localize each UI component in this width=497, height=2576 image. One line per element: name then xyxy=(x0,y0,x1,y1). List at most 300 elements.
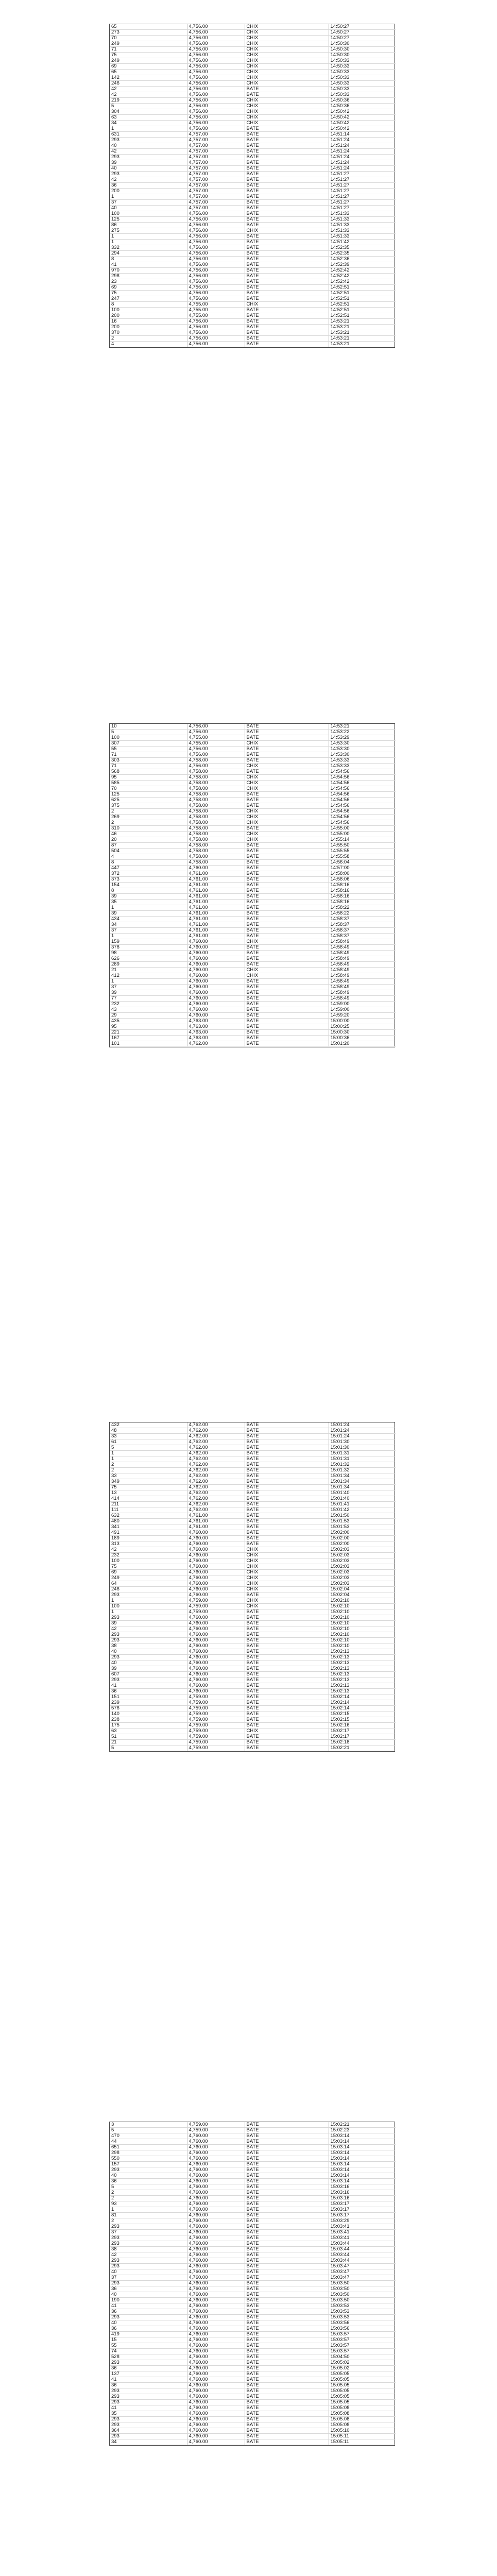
table-row xyxy=(110,262,396,268)
table-row xyxy=(110,138,396,143)
time-cell: 14:54:56 xyxy=(329,820,396,826)
quantity-cell: 41 xyxy=(110,1683,187,1689)
table-row xyxy=(110,735,396,741)
table-row xyxy=(110,985,396,990)
table-row xyxy=(110,1694,396,1700)
venue-cell: BATE xyxy=(245,894,329,900)
time-cell: 14:58:49 xyxy=(329,939,396,945)
price-cell: 4,762.00 xyxy=(187,1456,245,1462)
quantity-cell: 44 xyxy=(110,2139,187,2145)
price-cell: 4,756.00 xyxy=(187,251,245,257)
price-cell: 4,760.00 xyxy=(187,1007,245,1013)
venue-cell: BATE xyxy=(245,747,329,752)
time-cell: 14:59:20 xyxy=(329,1013,396,1019)
quantity-cell: 100 xyxy=(110,1558,187,1564)
venue-cell: BATE xyxy=(245,2428,329,2434)
quantity-cell: 40 xyxy=(110,2173,187,2179)
time-cell: 15:02:13 xyxy=(329,1655,396,1660)
time-cell: 14:59:00 xyxy=(329,1007,396,1013)
table-row xyxy=(110,2309,396,2315)
price-cell: 4,762.00 xyxy=(187,1422,245,1428)
venue-cell: BATE xyxy=(245,285,329,291)
quantity-cell: 63 xyxy=(110,1728,187,1734)
venue-cell: BATE xyxy=(245,325,329,330)
venue-cell: BATE xyxy=(245,2320,329,2326)
price-cell: 4,762.00 xyxy=(187,1502,245,1507)
quantity-cell: 75 xyxy=(110,1485,187,1490)
quantity-cell: 93 xyxy=(110,2201,187,2207)
table-row xyxy=(110,1445,396,1451)
quantity-cell: 36 xyxy=(110,2286,187,2292)
price-cell: 4,759.00 xyxy=(187,1728,245,1734)
price-cell: 4,760.00 xyxy=(187,2252,245,2258)
price-cell: 4,756.00 xyxy=(187,319,245,325)
price-cell: 4,756.00 xyxy=(187,291,245,296)
time-cell: 15:03:14 xyxy=(329,2156,396,2162)
venue-cell: BATE xyxy=(245,308,329,313)
table-row xyxy=(110,1643,396,1649)
table-row xyxy=(110,2133,396,2139)
venue-cell: CHIX xyxy=(245,98,329,104)
venue-cell: BATE xyxy=(245,2275,329,2281)
table-row xyxy=(110,786,396,792)
time-cell: 14:58:37 xyxy=(329,917,396,922)
quantity-cell: 40 xyxy=(110,1649,187,1655)
table-row xyxy=(110,1615,396,1621)
price-cell: 4,758.00 xyxy=(187,815,245,820)
time-cell: 15:02:04 xyxy=(329,1592,396,1598)
table-row xyxy=(110,223,396,228)
quantity-cell: 1 xyxy=(110,1609,187,1615)
time-cell: 14:55:00 xyxy=(329,826,396,832)
price-cell: 4,756.00 xyxy=(187,257,245,262)
time-cell: 15:01:41 xyxy=(329,1502,396,1507)
price-cell: 4,760.00 xyxy=(187,956,245,962)
time-cell: 14:51:33 xyxy=(329,228,396,234)
price-cell: 4,760.00 xyxy=(187,1002,245,1007)
venue-cell: BATE xyxy=(245,1740,329,1745)
quantity-cell: 63 xyxy=(110,115,187,121)
time-cell: 15:01:40 xyxy=(329,1490,396,1496)
price-cell: 4,763.00 xyxy=(187,1019,245,1024)
price-cell: 4,761.00 xyxy=(187,871,245,877)
table-row xyxy=(110,2122,396,2128)
quantity-cell: 46 xyxy=(110,832,187,837)
time-cell: 14:50:42 xyxy=(329,126,396,132)
quantity-cell: 293 xyxy=(110,2258,187,2264)
time-cell: 15:03:50 xyxy=(329,2292,396,2298)
venue-cell: BATE xyxy=(245,1694,329,1700)
time-cell: 15:01:34 xyxy=(329,1485,396,1490)
venue-cell: BATE xyxy=(245,2439,329,2445)
quantity-cell: 504 xyxy=(110,849,187,854)
table-row xyxy=(110,1007,396,1013)
price-cell: 4,760.00 xyxy=(187,2218,245,2224)
venue-cell: BATE xyxy=(245,2201,329,2207)
table-row xyxy=(110,2128,396,2133)
time-cell: 15:03:16 xyxy=(329,2184,396,2190)
table-row xyxy=(110,730,396,735)
price-cell: 4,758.00 xyxy=(187,786,245,792)
venue-cell: BATE xyxy=(245,2122,329,2128)
price-cell: 4,756.00 xyxy=(187,30,245,36)
time-cell: 15:02:03 xyxy=(329,1547,396,1553)
price-cell: 4,756.00 xyxy=(187,104,245,109)
venue-cell: BATE xyxy=(245,883,329,888)
venue-cell: BATE xyxy=(245,1024,329,1030)
time-cell: 14:53:33 xyxy=(329,764,396,769)
quantity-cell: 140 xyxy=(110,1711,187,1717)
table-row xyxy=(110,1485,396,1490)
table-row xyxy=(110,2428,396,2434)
time-cell: 14:52:51 xyxy=(329,313,396,319)
time-cell: 14:55:55 xyxy=(329,849,396,854)
venue-cell: BATE xyxy=(245,2388,329,2394)
quantity-cell: 1 xyxy=(110,240,187,245)
price-cell: 4,760.00 xyxy=(187,2428,245,2434)
table-row xyxy=(110,30,396,36)
time-cell: 14:50:30 xyxy=(329,47,396,53)
price-cell: 4,760.00 xyxy=(187,2190,245,2196)
time-cell: 15:05:11 xyxy=(329,2434,396,2439)
table-row xyxy=(110,1649,396,1655)
table-row xyxy=(110,1632,396,1638)
time-cell: 15:04:50 xyxy=(329,2354,396,2360)
time-cell: 15:03:57 xyxy=(329,2337,396,2343)
venue-cell: BATE xyxy=(245,2252,329,2258)
price-cell: 4,759.00 xyxy=(187,1711,245,1717)
table-row xyxy=(110,75,396,81)
quantity-cell: 39 xyxy=(110,1666,187,1672)
price-cell: 4,759.00 xyxy=(187,1717,245,1723)
table-row xyxy=(110,1728,396,1734)
price-cell: 4,758.00 xyxy=(187,798,245,803)
venue-cell: BATE xyxy=(245,979,329,985)
quantity-cell: 375 xyxy=(110,803,187,809)
price-cell: 4,760.00 xyxy=(187,2360,245,2366)
time-cell: 15:02:10 xyxy=(329,1604,396,1609)
time-cell: 14:51:27 xyxy=(329,189,396,194)
venue-cell: BATE xyxy=(245,2258,329,2264)
quantity-cell: 293 xyxy=(110,2360,187,2366)
quantity-cell: 40 xyxy=(110,143,187,149)
table-row xyxy=(110,2207,396,2213)
price-cell: 4,760.00 xyxy=(187,979,245,985)
quantity-cell: 34 xyxy=(110,922,187,928)
venue-cell: BATE xyxy=(245,2207,329,2213)
time-cell: 14:51:27 xyxy=(329,183,396,189)
price-cell: 4,760.00 xyxy=(187,2258,245,2264)
venue-cell: BATE xyxy=(245,2349,329,2354)
time-cell: 14:51:24 xyxy=(329,138,396,143)
quantity-cell: 10 xyxy=(110,724,187,730)
quantity-cell: 1 xyxy=(110,934,187,939)
venue-cell: BATE xyxy=(245,2230,329,2235)
price-cell: 4,757.00 xyxy=(187,200,245,206)
time-cell: 14:59:00 xyxy=(329,1002,396,1007)
venue-cell: BATE xyxy=(245,1428,329,1434)
time-cell: 15:03:41 xyxy=(329,2224,396,2230)
quantity-cell: 293 xyxy=(110,2434,187,2439)
time-cell: 15:03:53 xyxy=(329,2303,396,2309)
price-cell: 4,760.00 xyxy=(187,2241,245,2247)
table-row xyxy=(110,1513,396,1519)
time-cell: 15:03:50 xyxy=(329,2286,396,2292)
price-cell: 4,760.00 xyxy=(187,1541,245,1547)
price-cell: 4,760.00 xyxy=(187,2139,245,2145)
price-cell: 4,759.00 xyxy=(187,1723,245,1728)
time-cell: 14:51:27 xyxy=(329,206,396,211)
venue-cell: CHIX xyxy=(245,70,329,75)
venue-cell: BATE xyxy=(245,132,329,138)
quantity-cell: 65 xyxy=(110,70,187,75)
time-cell: 15:02:03 xyxy=(329,1564,396,1570)
price-cell: 4,762.00 xyxy=(187,1428,245,1434)
time-cell: 14:50:33 xyxy=(329,81,396,87)
quantity-cell: 71 xyxy=(110,764,187,769)
price-cell: 4,758.00 xyxy=(187,820,245,826)
price-cell: 4,755.00 xyxy=(187,741,245,747)
quantity-cell: 36 xyxy=(110,2366,187,2371)
time-cell: 15:03:29 xyxy=(329,2218,396,2224)
table-row xyxy=(110,1490,396,1496)
venue-cell: BATE xyxy=(245,2281,329,2286)
price-cell: 4,761.00 xyxy=(187,922,245,928)
time-cell: 15:03:50 xyxy=(329,2281,396,2286)
time-cell: 15:03:14 xyxy=(329,2162,396,2167)
table-row xyxy=(110,832,396,837)
price-cell: 4,758.00 xyxy=(187,849,245,854)
table-row xyxy=(110,917,396,922)
table-row xyxy=(110,894,396,900)
venue-cell: BATE xyxy=(245,1473,329,1479)
venue-cell: BATE xyxy=(245,2145,329,2150)
quantity-cell: 37 xyxy=(110,985,187,990)
venue-cell: CHIX xyxy=(245,832,329,837)
price-cell: 4,762.00 xyxy=(187,1473,245,1479)
table-row xyxy=(110,234,396,240)
venue-cell: BATE xyxy=(245,792,329,798)
price-cell: 4,762.00 xyxy=(187,1496,245,1502)
venue-cell: BATE xyxy=(245,166,329,172)
price-cell: 4,760.00 xyxy=(187,968,245,973)
quantity-cell: 293 xyxy=(110,1677,187,1683)
price-cell: 4,756.00 xyxy=(187,296,245,302)
venue-cell: BATE xyxy=(245,245,329,251)
table-row xyxy=(110,979,396,985)
venue-cell: BATE xyxy=(245,1745,329,1751)
venue-cell: BATE xyxy=(245,268,329,274)
quantity-cell: 37 xyxy=(110,2275,187,2281)
table-row xyxy=(110,189,396,194)
quantity-cell: 41 xyxy=(110,262,187,268)
table-row xyxy=(110,92,396,98)
quantity-cell: 41 xyxy=(110,2405,187,2411)
venue-cell: BATE xyxy=(245,1677,329,1683)
quantity-cell: 632 xyxy=(110,1513,187,1519)
time-cell: 15:02:10 xyxy=(329,1638,396,1643)
price-cell: 4,756.00 xyxy=(187,92,245,98)
table-row xyxy=(110,2332,396,2337)
venue-cell: BATE xyxy=(245,1434,329,1439)
quantity-cell: 69 xyxy=(110,1570,187,1575)
price-cell: 4,760.00 xyxy=(187,2411,245,2417)
table-row xyxy=(110,1666,396,1672)
price-cell: 4,760.00 xyxy=(187,1558,245,1564)
quantity-cell: 273 xyxy=(110,30,187,36)
time-cell: 14:54:56 xyxy=(329,775,396,781)
quantity-cell: 70 xyxy=(110,786,187,792)
table-row xyxy=(110,104,396,109)
quantity-cell: 2 xyxy=(110,1468,187,1473)
time-cell: 14:53:30 xyxy=(329,747,396,752)
time-cell: 15:01:32 xyxy=(329,1468,396,1473)
price-cell: 4,760.00 xyxy=(187,2349,245,2354)
time-cell: 14:50:33 xyxy=(329,92,396,98)
venue-cell: BATE xyxy=(245,2139,329,2145)
quantity-cell: 71 xyxy=(110,752,187,758)
venue-cell: BATE xyxy=(245,769,329,775)
venue-cell: BATE xyxy=(245,990,329,996)
time-cell: 14:50:30 xyxy=(329,53,396,58)
venue-cell: BATE xyxy=(245,336,329,342)
quantity-cell: 970 xyxy=(110,268,187,274)
quantity-cell: 5 xyxy=(110,730,187,735)
quantity-cell: 239 xyxy=(110,1700,187,1706)
time-cell: 15:01:20 xyxy=(329,1041,396,1047)
price-cell: 4,759.00 xyxy=(187,1706,245,1711)
price-cell: 4,757.00 xyxy=(187,194,245,200)
quantity-cell: 289 xyxy=(110,962,187,968)
venue-cell: BATE xyxy=(245,1666,329,1672)
price-cell: 4,756.00 xyxy=(187,262,245,268)
quantity-cell: 65 xyxy=(110,24,187,30)
quantity-cell: 41 xyxy=(110,2303,187,2309)
table-row xyxy=(110,798,396,803)
price-cell: 4,757.00 xyxy=(187,143,245,149)
venue-cell: BATE xyxy=(245,2179,329,2184)
table-row xyxy=(110,2281,396,2286)
quantity-cell: 470 xyxy=(110,2133,187,2139)
quantity-cell: 40 xyxy=(110,166,187,172)
price-cell: 4,760.00 xyxy=(187,1621,245,1626)
quantity-cell: 246 xyxy=(110,81,187,87)
price-cell: 4,756.00 xyxy=(187,217,245,223)
table-row xyxy=(110,764,396,769)
price-cell: 4,763.00 xyxy=(187,1024,245,1030)
venue-cell: BATE xyxy=(245,724,329,730)
quantity-cell: 221 xyxy=(110,1030,187,1036)
quantity-cell: 247 xyxy=(110,296,187,302)
venue-cell: BATE xyxy=(245,888,329,894)
price-cell: 4,760.00 xyxy=(187,2303,245,2309)
venue-cell: BATE xyxy=(245,217,329,223)
quantity-cell: 447 xyxy=(110,866,187,871)
quantity-cell: 101 xyxy=(110,1041,187,1047)
venue-cell: CHIX xyxy=(245,809,329,815)
table-row xyxy=(110,121,396,126)
price-cell: 4,757.00 xyxy=(187,155,245,160)
table-row xyxy=(110,1502,396,1507)
time-cell: 14:50:27 xyxy=(329,36,396,41)
table-row xyxy=(110,325,396,330)
table-row xyxy=(110,900,396,905)
price-cell: 4,760.00 xyxy=(187,2201,245,2207)
venue-cell: BATE xyxy=(245,2156,329,2162)
quantity-cell: 232 xyxy=(110,1553,187,1558)
time-cell: 15:03:41 xyxy=(329,2230,396,2235)
venue-cell: BATE xyxy=(245,2383,329,2388)
quantity-cell: 1 xyxy=(110,194,187,200)
table-row xyxy=(110,2213,396,2218)
venue-cell: BATE xyxy=(245,2235,329,2241)
table-row xyxy=(110,956,396,962)
venue-cell: BATE xyxy=(245,2286,329,2292)
price-cell: 4,760.00 xyxy=(187,2162,245,2167)
table-row xyxy=(110,245,396,251)
price-cell: 4,760.00 xyxy=(187,2179,245,2184)
table-row xyxy=(110,308,396,313)
table-row xyxy=(110,1638,396,1643)
quantity-cell: 200 xyxy=(110,325,187,330)
quantity-cell: 20 xyxy=(110,837,187,843)
table-row xyxy=(110,2179,396,2184)
time-cell: 14:50:33 xyxy=(329,87,396,92)
table-row xyxy=(110,1723,396,1728)
quantity-cell: 412 xyxy=(110,973,187,979)
table-row xyxy=(110,1536,396,1541)
price-cell: 4,760.00 xyxy=(187,2224,245,2230)
time-cell: 15:05:05 xyxy=(329,2377,396,2383)
venue-cell: BATE xyxy=(245,2360,329,2366)
time-cell: 14:58:37 xyxy=(329,928,396,934)
venue-cell: BATE xyxy=(245,2434,329,2439)
table-row xyxy=(110,64,396,70)
time-cell: 14:54:56 xyxy=(329,786,396,792)
venue-cell: BATE xyxy=(245,1660,329,1666)
price-cell: 4,760.00 xyxy=(187,1689,245,1694)
table-row xyxy=(110,47,396,53)
venue-cell: BATE xyxy=(245,2326,329,2332)
quantity-cell: 33 xyxy=(110,1473,187,1479)
price-cell: 4,760.00 xyxy=(187,1660,245,1666)
price-cell: 4,759.00 xyxy=(187,1700,245,1706)
table-row xyxy=(110,172,396,177)
quantity-cell: 5 xyxy=(110,2184,187,2190)
price-cell: 4,758.00 xyxy=(187,832,245,837)
price-cell: 4,760.00 xyxy=(187,1553,245,1558)
table-row xyxy=(110,854,396,860)
price-cell: 4,758.00 xyxy=(187,854,245,860)
time-cell: 15:05:05 xyxy=(329,2394,396,2400)
venue-cell: BATE xyxy=(245,1541,329,1547)
venue-cell: CHIX xyxy=(245,1547,329,1553)
quantity-cell: 293 xyxy=(110,155,187,160)
price-cell: 4,761.00 xyxy=(187,1513,245,1519)
table-row xyxy=(110,849,396,854)
quantity-cell: 42 xyxy=(110,149,187,155)
table-row xyxy=(110,132,396,138)
table-row xyxy=(110,1439,396,1445)
time-cell: 14:51:27 xyxy=(329,194,396,200)
table-row xyxy=(110,2150,396,2156)
table-row xyxy=(110,24,396,30)
price-cell: 4,760.00 xyxy=(187,2207,245,2213)
quantity-cell: 2 xyxy=(110,820,187,826)
time-cell: 14:52:51 xyxy=(329,302,396,308)
venue-cell: BATE xyxy=(245,871,329,877)
venue-cell: CHIX xyxy=(245,764,329,769)
